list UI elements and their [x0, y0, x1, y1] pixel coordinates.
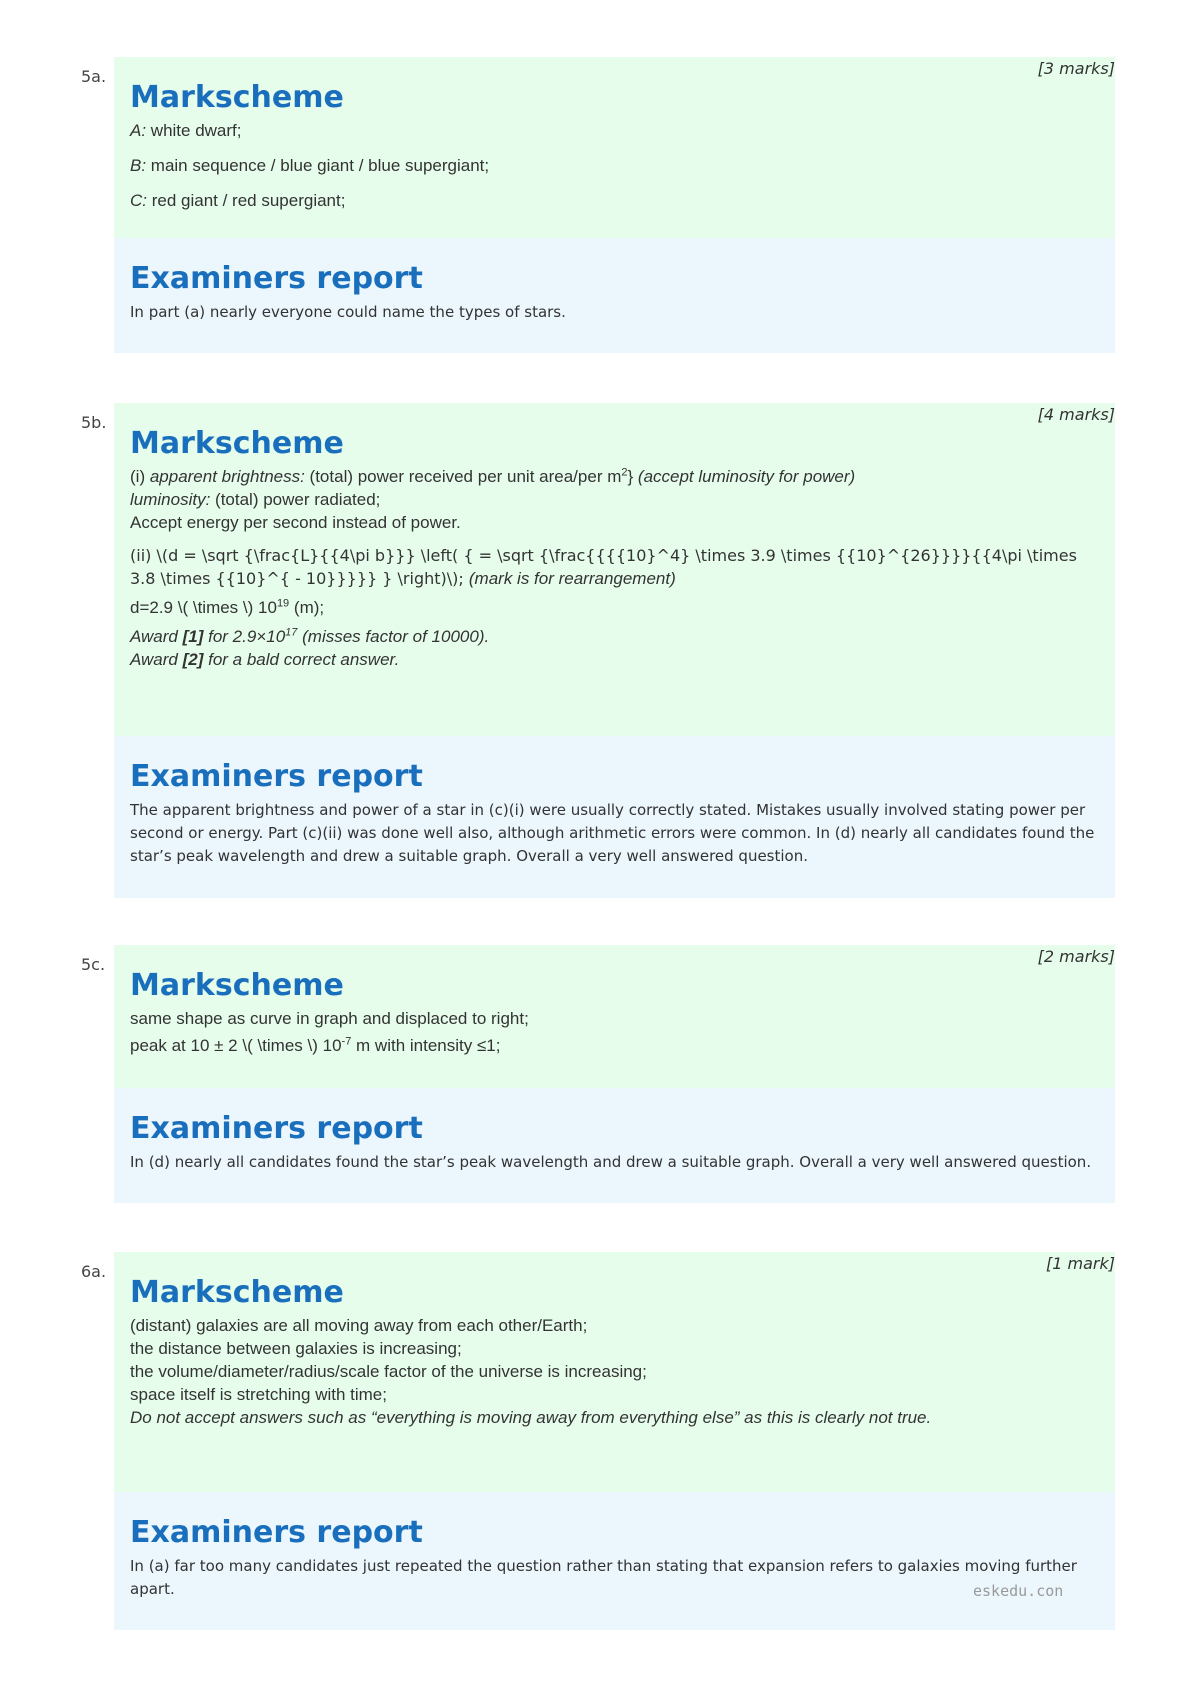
- examiners-report-text: In (d) nearly all candidates found the star’s peak wavelength and drew a suitable graph. Overall a very well answered question.: [130, 1153, 1092, 1171]
- markscheme-box: [114, 57, 1115, 238]
- markscheme-body: [130, 1314, 1095, 1429]
- answer-line-2: the distance between galaxies is increasing;: [130, 1339, 462, 1358]
- examiners-report-text: The apparent brightness and power of a star in (c)(i) were usually correctly stated. Mistakes usually involved stating power per second or energy. Part (c)(ii) was done well also, although arithmetic errors were common. In (d) nearly all candidates found the star’s peak wavelength and drew a suitable graph. Overall a very well answered question.: [130, 801, 1095, 865]
- marks-label: [2 marks]: [1037, 947, 1115, 966]
- answer-note: Do not accept answers such as “everything is moving away from everything else” as this is clearly not true.: [130, 1408, 932, 1427]
- examiners-report-box: [114, 736, 1115, 898]
- marks-label: [4 marks]: [1037, 405, 1115, 424]
- definition-brightness: (i) apparent brightness: (total) power received per unit area/per $m^2$} (accept luminosity for power): [130, 466, 856, 486]
- award-note-1: Award [1] for $2.9\times 10^{17}$ (misses factor of 10000).: [130, 626, 490, 646]
- question-number: 5a.: [81, 67, 107, 86]
- markscheme-heading: Markscheme: [130, 1275, 344, 1310]
- answer-line-a: A: white dwarf;: [130, 121, 242, 140]
- answer-line-2: peak at 10 ± 2 \( \times \) $10^{-7}$ m with intensity ≤1;: [130, 1035, 501, 1055]
- marks-label: [1 mark]: [1046, 1254, 1115, 1273]
- answer-line-1: same shape as curve in graph and displaced to right;: [130, 1009, 529, 1028]
- examiners-report-box: [114, 1492, 1115, 1630]
- examiners-report-heading: Examiners report: [130, 1515, 423, 1550]
- answer-line-3: the volume/diameter/radius/scale factor of the universe is increasing;: [130, 1362, 647, 1381]
- examiners-report-heading: Examiners report: [130, 759, 423, 794]
- markscheme-box: [114, 1252, 1115, 1492]
- marks-label: [3 marks]: [1037, 59, 1115, 78]
- question-number: 6a.: [81, 1262, 107, 1281]
- answer-line-c: C: red giant / red supergiant;: [130, 191, 346, 210]
- answer-line-1: (distant) galaxies are all moving away from each other/Earth;: [130, 1316, 588, 1335]
- markscheme-heading: Markscheme: [130, 426, 344, 461]
- examiners-report-heading: Examiners report: [130, 261, 423, 296]
- formula-line: (ii) \(d = \sqrt {\frac{L}{{4\pi b}}} \left( { = \sqrt {\frac{{{{10}^4} \times 3.9 \times {{10}^{26}}}}{{4\pi \times 3.8 \times {{10}^{ - 10}}}}} } \right)\); (mark is for rearrangement): [130, 546, 1077, 588]
- markscheme-heading: Markscheme: [130, 80, 344, 115]
- answer-line-b: B: main sequence / blue giant / blue supergiant;: [130, 156, 490, 175]
- examiners-report-text: In (a) far too many candidates just repeated the question rather than stating that expansion refers to galaxies moving further apart.: [130, 1557, 1077, 1598]
- award-note-2: Award [2] for a bald correct answer.: [130, 650, 400, 669]
- markscheme-body: [130, 119, 1095, 212]
- markscheme-body: [130, 1007, 1095, 1057]
- markscheme-box: [114, 403, 1115, 736]
- markscheme-box: [114, 945, 1115, 1088]
- question-number: 5b.: [81, 413, 107, 432]
- watermark-bottom: eskedu.con: [973, 1582, 1064, 1600]
- examiners-report-box: [114, 1088, 1115, 1203]
- result-line: d=2.9 \( \times \) $10^{19}$ (m);: [130, 597, 325, 617]
- definition-luminosity: luminosity: (total) power radiated;: [130, 490, 381, 509]
- examiners-report-heading: Examiners report: [130, 1111, 423, 1146]
- answer-line-4: space itself is stretching with time;: [130, 1385, 387, 1404]
- note-energy: Accept energy per second instead of power.: [130, 513, 461, 532]
- examiners-report-box: [114, 238, 1115, 353]
- markscheme-heading: Markscheme: [130, 968, 344, 1003]
- markscheme-body: [130, 465, 1095, 671]
- question-number: 5c.: [81, 955, 106, 974]
- examiners-report-text: In part (a) nearly everyone could name the types of stars.: [130, 303, 566, 321]
